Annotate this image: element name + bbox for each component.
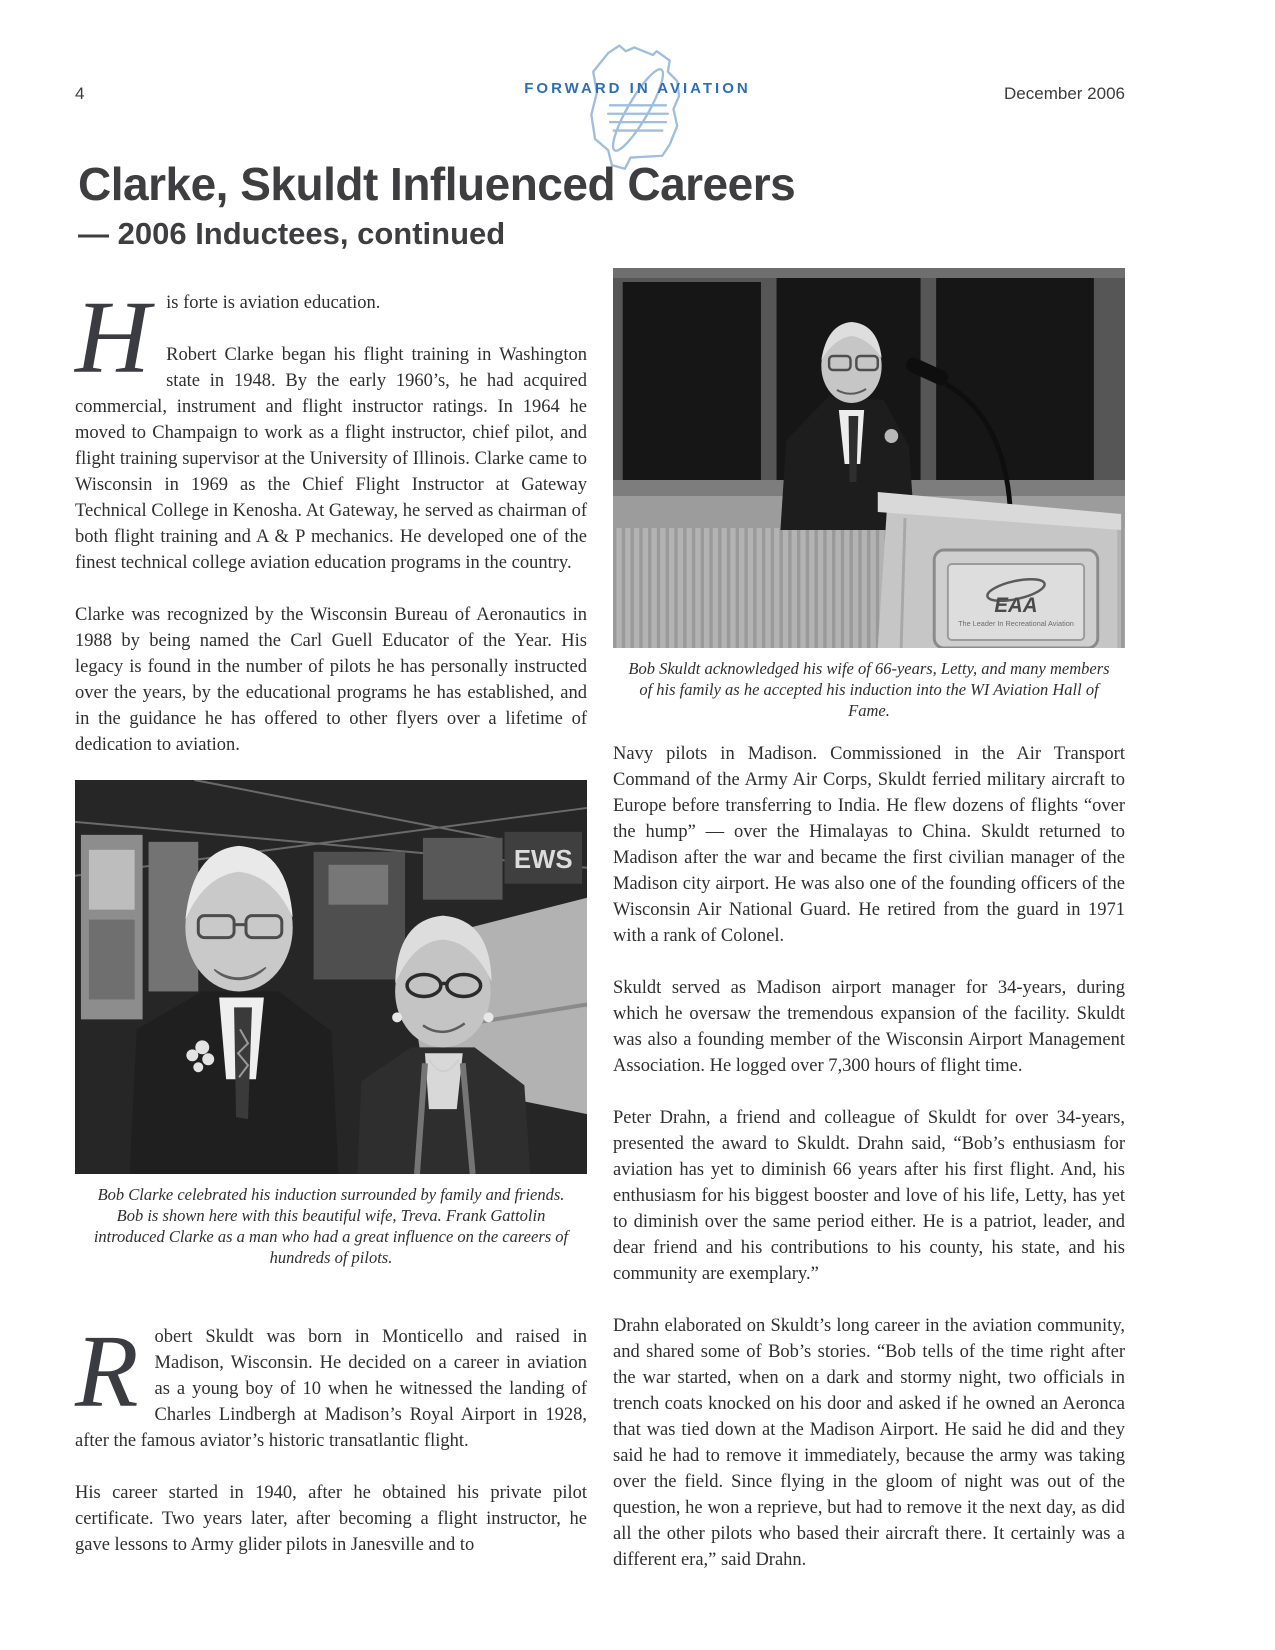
drop-cap-r: R xyxy=(75,1314,139,1429)
clarke-photo-caption: Bob Clarke celebrated his induction surrounded by family and friends. Bob is shown here with this beautiful wife, Treva. Frank Gattolin introduced Clarke as a man who had a great influence on the careers of hundreds of pilots. xyxy=(93,1185,569,1267)
page-number: 4 xyxy=(75,84,85,103)
skuldt-photo-caption: Bob Skuldt acknowledged his wife of 66-years, Letty, and many members of his family as he accepted his induction into the WI Aviation Hall of Fame. xyxy=(628,659,1110,720)
clarke-opening-block xyxy=(75,280,587,576)
paragraph-clarke-legacy: Clarke was recognized by the Wisconsin Bureau of Aeronautics in 1988 by being named the Carl Guell Educator of the Year. His legacy is found in the number of pilots he has personally instructed over the years, by the educational programs he has established, and in the guidance he has offered to other flyers over a lifetime of dedication to aviation. xyxy=(75,605,587,755)
left-column xyxy=(75,268,587,1573)
skuldt-podium-photo xyxy=(613,268,1125,648)
paragraph-skuldt-war: Navy pilots in Madison. Commissioned in the Air Transport Command of the Army Air Corps, Skuldt ferried military aircraft to Europe before transferring to India. He flew dozens of flights “over the hump” — over the Himalayas to China. Skuldt returned to Madison after the war and became the first civilian manager of the Madison city airport. He was also one of the founding officers of the Wisconsin Air National Guard. He retired from the guard in 1971 with a rank of Colonel. xyxy=(613,744,1125,946)
eaa-plaque-subtitle: The Leader In Recreational Aviation xyxy=(958,618,1074,629)
drop-cap-h: H xyxy=(75,280,151,395)
article-title-block xyxy=(78,160,1128,252)
paragraph-skuldt-career-start: His career started in 1940, after he obtained his private pilot certificate. Two years later, after becoming a flight instructor, he gave lessons to Army glider pilots in Janesville and to xyxy=(75,1483,587,1555)
logo-wordmark: FORWARD IN AVIATION xyxy=(524,80,751,97)
paragraph-drahn-story: Drahn elaborated on Skuldt’s long career in the aviation community, and shared some of Bob’s stories. “Bob tells of the time right after the war started, when on a dark and stormy night, two officials in trench coats knocked on his door and asked if he owned an Aeronca that was tied down at the Madison Airport. He said he did and they said he had to remove it immediately, because the army was taking over the field. Since flying in the gloom of night was out of the question, he won a reprieve, but had to remove it the next day, as did all the other pilots who based their aircraft there. It certainly was a different era,” said Drahn. xyxy=(613,1316,1125,1570)
news-poster-text: EWS xyxy=(513,845,573,874)
right-column xyxy=(613,268,1125,1573)
paragraph-clarke-intro: is forte is aviation education. xyxy=(166,293,381,313)
skuldt-opening-block xyxy=(75,1314,587,1454)
clarke-couple-photo xyxy=(75,780,587,1174)
eaa-plaque-title: EAA xyxy=(994,593,1038,618)
article-title: Clarke, Skuldt Influenced Careers xyxy=(78,158,796,210)
issue-date: December 2006 xyxy=(1004,84,1125,103)
article-body xyxy=(75,268,1125,1573)
paragraph-skuldt-manager: Skuldt served as Madison airport manager for 34-years, during which he oversaw the tremendous expansion of the facility. Skuldt was also a founding member of the Wisconsin Airport Management Association. He logged over 7,300 hours of flight time. xyxy=(613,978,1125,1076)
paragraph-drahn-award: Peter Drahn, a friend and colleague of Skuldt for over 34-years, presented the award to Skuldt. Drahn said, “Bob’s enthusiasm for aviation has yet to diminish 66 years after his first flight. And, his enthusiasm for his biggest booster and love of his life, Letty, has yet to diminish over the same period either. He is a patriot, leader, and dear friend and his contributions to his county, his state, and his community are exemplary.” xyxy=(613,1108,1125,1284)
podium xyxy=(878,492,1121,648)
boutonniere xyxy=(885,429,899,443)
article-subtitle: — 2006 Inductees, continued xyxy=(78,216,506,252)
paragraph-skuldt-born: obert Skuldt was born in Monticello and raised in Madison, Wisconsin. He decided on a career in aviation as a young boy of 10 when he witnessed the landing of Charles Lindbergh at Madison’s Royal Airport in 1928, after the famous aviator’s historic transatlantic flight. xyxy=(75,1327,587,1451)
paragraph-clarke-career: Robert Clarke began his flight training in Washington state in 1948. By the early 1960’s, he had acquired commercial, instrument and flight instructor ratings. In 1964 he moved to Champaign to work as a flight instructor, chief pilot, and flight training supervisor at the University of Illinois. Clarke came to Wisconsin in 1969 as the Chief Flight Instructor at Gateway Technical College in Kenosha. At Gateway, he served as chairman of both flight training and A & P mechanics. He developed one of the finest technical college aviation education programs in the country. xyxy=(75,345,587,573)
